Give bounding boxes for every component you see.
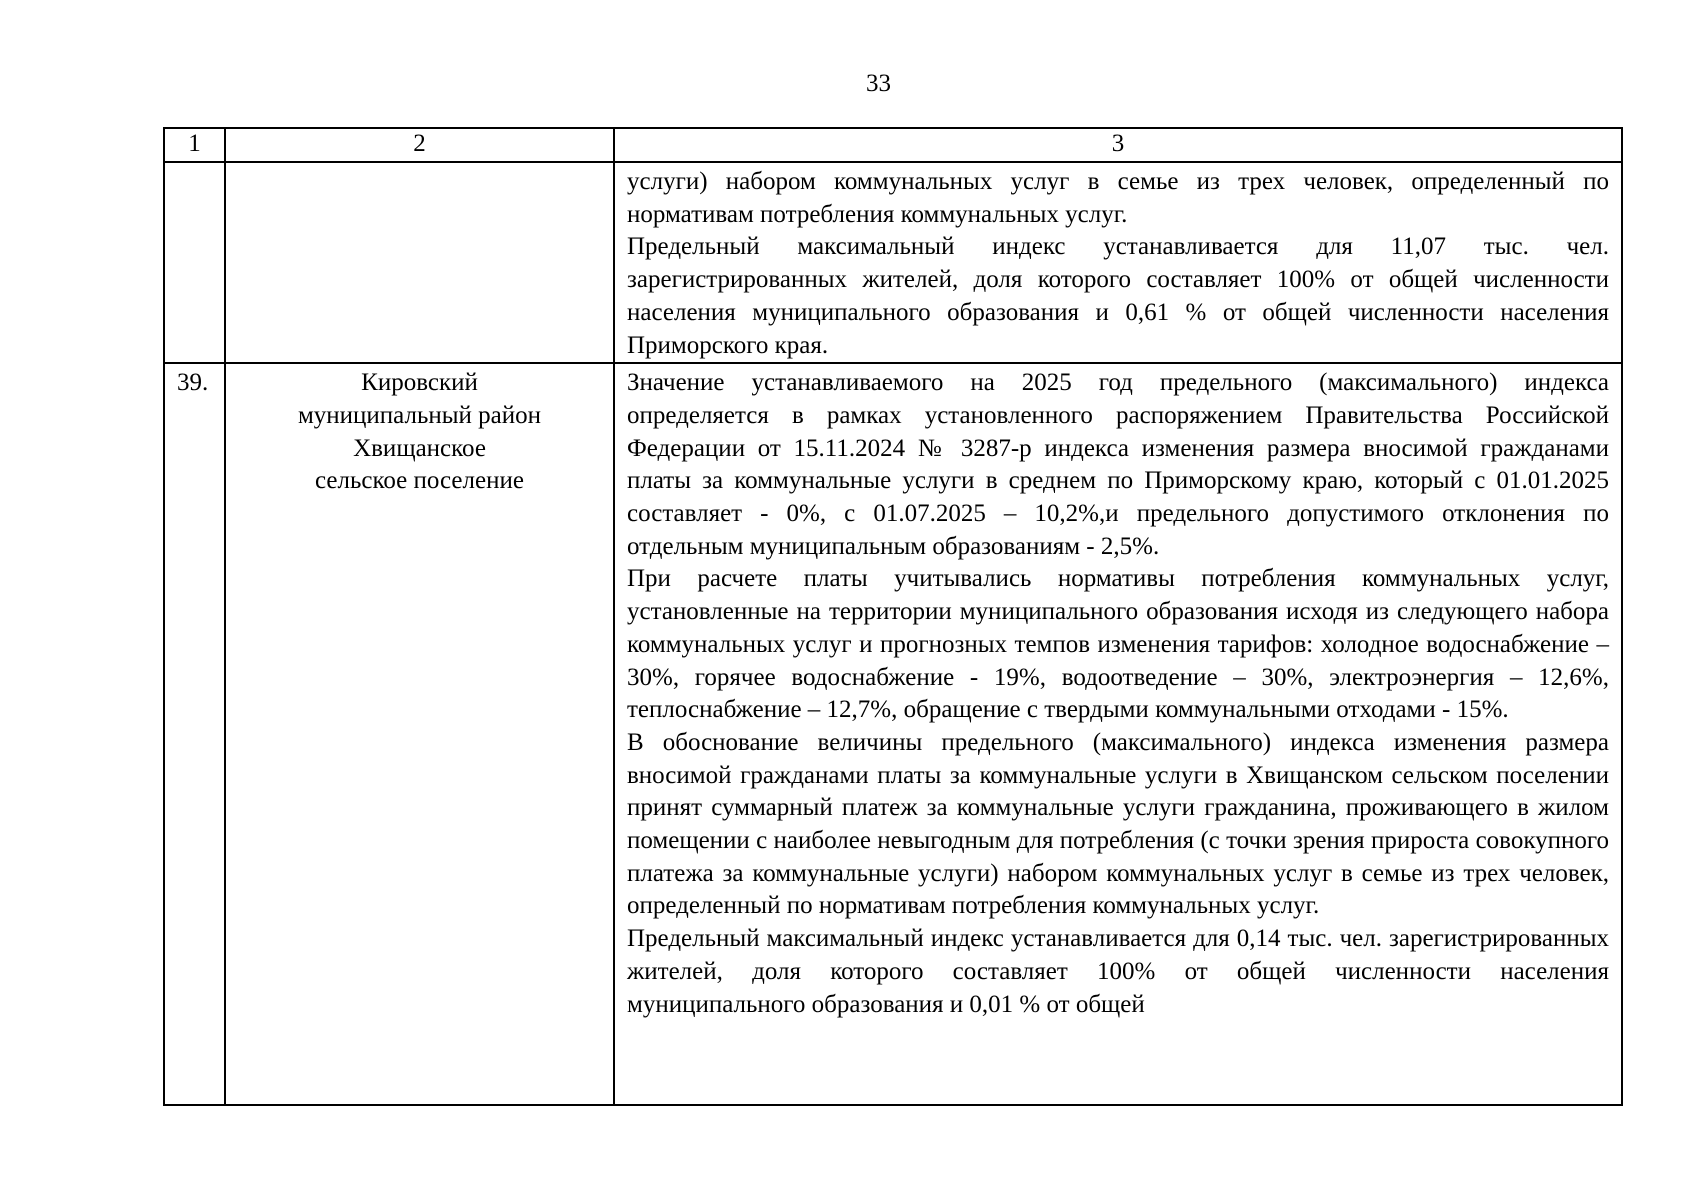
row-number-cell: 39.: [164, 363, 225, 1105]
table-header-row: [164, 128, 1622, 162]
table-row-39: [164, 363, 1622, 1105]
description-cell: [614, 363, 1622, 1105]
continuation-paragraph: услуги) набором коммунальных услуг в семье из трех человек, определенный по нормативам потребления коммунальных услуг.: [627, 168, 1609, 228]
continuation-number-cell: [164, 162, 225, 363]
description-paragraph: В обоснование величины предельного (максимального) индекса изменения размера вносимой гражданами платы за коммунальные услуги в Хвищанском сельском поселении принят суммарный платеж за коммунальные услуги гражданина, проживающего в жилом помещении с наиболее невыгодным для потребления (с точки зрения прироста совокупного платежа за коммунальные услуги) набором коммунальных услуг в семье из трех человек, определенный по нормативам потребления коммунальных услуг.: [627, 728, 1609, 920]
municipality-line: Хвищанское: [353, 434, 486, 462]
description-paragraph: При расчете платы учитывались нормативы потребления коммунальных услуг, установленные на территории муниципального образования исходя из следующего набора коммунальных услуг и прогнозных темпов изменения тарифов: холодное водоснабжение – 30%, горячее водоснабжение - 19%, водоотведение – 30%, электроэнергия – 12,6%, теплоснабжение – 12,7%, обращение с твердыми коммунальными отходами - 15%.: [627, 565, 1609, 724]
continuation-paragraph: Предельный максимальный индекс устанавливается для 11,07 тыс. чел. зарегистрированных жителей, доля которого составляет 100% от общей численности населения муниципального образования и 0,61 % от общей численности населения Приморского края.: [627, 233, 1609, 359]
table-row-continuation: [164, 162, 1622, 363]
municipality-line: муниципальный район: [297, 401, 542, 429]
description-paragraph: Значение устанавливаемого на 2025 год предельного (максимального) индекса определяется в рамках установленного распоряжением Правительства Российской Федерации от 15.11.2024 № 3287-р индекса изменения размера вносимой гражданами платы за коммунальные услуги в среднем по Приморскому краю, который с 01.01.2025 составляет - 0%, с 01.07.2025 – 10,2%,и предельного допустимого отклонения по отдельным муниципальным образованиям - 2,5%.: [627, 369, 1609, 560]
header-col-2: 2: [225, 128, 614, 162]
description-paragraph: Предельный максимальный индекс устанавливается для 0,14 тыс. чел. зарегистрированных жителей, доля которого составляет 100% от общей численности населения муниципального образования и 0,01 % от общей: [627, 925, 1609, 1018]
data-table: [163, 127, 1623, 1106]
continuation-municipality-cell: [225, 162, 614, 363]
page-number: 33: [866, 70, 891, 97]
header-col-3: 3: [614, 128, 1622, 162]
header-col-1: 1: [164, 128, 225, 162]
continuation-text-cell: [614, 162, 1622, 363]
municipality-line: сельское поселение: [315, 467, 524, 495]
municipality-line: Кировский: [361, 369, 478, 397]
municipality-cell: [225, 363, 614, 1105]
